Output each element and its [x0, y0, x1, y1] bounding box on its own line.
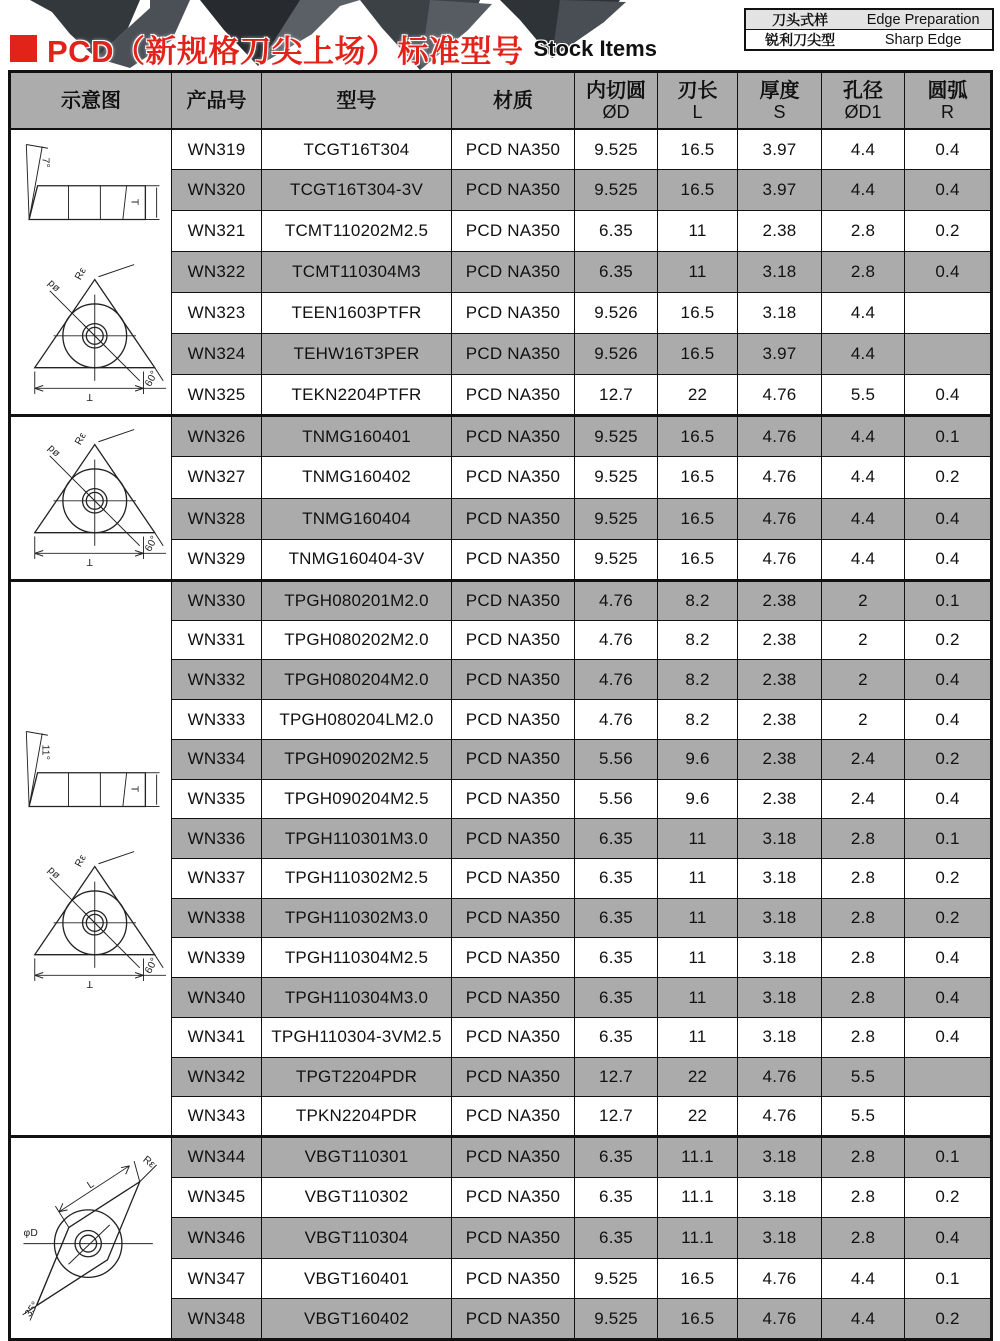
inscribed-circle-cell: 4.76	[575, 660, 658, 700]
thickness-cell: 2.38	[738, 211, 822, 252]
thickness-label: T	[128, 785, 140, 792]
inscribed-circle-cell: 9.525	[575, 1299, 658, 1340]
material-cell: PCD NA350	[452, 498, 575, 539]
corner-radius-cell: 0.4	[905, 700, 992, 740]
product-number-cell: WN321	[172, 211, 262, 252]
product-number-cell: WN334	[172, 739, 262, 779]
edge-length-cell: 16.5	[658, 539, 738, 580]
corner-radius-cell: 0.2	[905, 859, 992, 899]
edge-length-cell: 16.5	[658, 334, 738, 375]
material-cell: PCD NA350	[452, 620, 575, 660]
col-header-corner-radius: 圆弧 R	[905, 72, 992, 130]
material-cell: PCD NA350	[452, 334, 575, 375]
inscribed-circle-cell: 9.526	[575, 293, 658, 334]
length-label: L	[85, 1178, 97, 1192]
corner-radius-cell: 0.1	[905, 1137, 992, 1178]
product-number-cell: WN337	[172, 859, 262, 899]
inscribed-circle-cell: 5.56	[575, 779, 658, 819]
thickness-cell: 4.76	[738, 457, 822, 498]
corner-radius-cell: 0.2	[905, 620, 992, 660]
hole-diameter-cell: 2	[822, 660, 905, 700]
edge-length-cell: 11.1	[658, 1177, 738, 1218]
relief-angle-label: 11°	[39, 744, 51, 760]
relief-angle-label: 7°	[39, 157, 51, 168]
material-cell: PCD NA350	[452, 739, 575, 779]
corner-radius-cell	[905, 293, 992, 334]
corner-radius-cell	[905, 1057, 992, 1097]
thickness-cell: 3.18	[738, 1218, 822, 1259]
thickness-cell: 4.76	[738, 1299, 822, 1340]
product-number-cell: WN345	[172, 1177, 262, 1218]
edge-length-cell: 11.1	[658, 1218, 738, 1259]
hole-diameter-cell: 4.4	[822, 170, 905, 211]
material-cell: PCD NA350	[452, 457, 575, 498]
hole-diameter-cell: 5.5	[822, 1097, 905, 1137]
model-cell: TPGH080202M2.0	[262, 620, 452, 660]
inscribed-circle-cell: 9.525	[575, 129, 658, 170]
model-cell: TEEN1603PTFR	[262, 293, 452, 334]
hole-diameter-cell: 5.5	[822, 375, 905, 416]
triangle-insert-drawing	[16, 258, 166, 408]
inscribed-circle-cell: 9.525	[575, 1258, 658, 1299]
product-number-cell: WN336	[172, 819, 262, 859]
model-cell: TNMG160402	[262, 457, 452, 498]
inscribed-circle-cell: 6.35	[575, 1177, 658, 1218]
corner-radius-label: Rε	[73, 265, 89, 283]
inscribed-circle-cell: 12.7	[575, 1057, 658, 1097]
thickness-cell: 3.97	[738, 334, 822, 375]
edge-length-cell: 16.5	[658, 498, 738, 539]
table-row	[10, 129, 992, 170]
corner-radius-cell: 0.4	[905, 1017, 992, 1057]
hole-diameter-cell: 2	[822, 700, 905, 740]
material-cell: PCD NA350	[452, 211, 575, 252]
corner-radius-cell	[905, 1097, 992, 1137]
length-label: T	[86, 390, 93, 402]
col-header-inscribed-circle: 内切圆 ØD	[575, 72, 658, 130]
thickness-cell: 2.38	[738, 700, 822, 740]
product-number-cell: WN331	[172, 620, 262, 660]
edge-length-cell: 9.6	[658, 779, 738, 819]
inscribed-circle-cell: 5.56	[575, 739, 658, 779]
thickness-cell: 3.18	[738, 1177, 822, 1218]
inscribed-circle-cell: 9.525	[575, 170, 658, 211]
corner-radius-cell: 0.2	[905, 739, 992, 779]
hole-diameter-cell: 2.8	[822, 978, 905, 1018]
edge-length-cell: 16.5	[658, 416, 738, 457]
col-header-material: 材质	[452, 72, 575, 130]
product-number-cell: WN342	[172, 1057, 262, 1097]
thickness-cell: 4.76	[738, 416, 822, 457]
hole-diameter-cell: 5.5	[822, 1057, 905, 1097]
side-view-drawing	[16, 136, 166, 228]
corner-radius-cell: 0.4	[905, 170, 992, 211]
product-number-cell: WN320	[172, 170, 262, 211]
thickness-cell: 4.76	[738, 498, 822, 539]
product-number-cell: WN328	[172, 498, 262, 539]
col-header-schematic: 示意图	[10, 72, 172, 130]
hole-diameter-cell: 2.8	[822, 211, 905, 252]
length-label: T	[86, 555, 93, 567]
material-cell: PCD NA350	[452, 938, 575, 978]
page-subtitle: Stock Items	[533, 35, 657, 61]
corner-radius-cell: 0.1	[905, 819, 992, 859]
hole-diameter-cell: 2.8	[822, 1218, 905, 1259]
corner-radius-cell: 0.4	[905, 129, 992, 170]
thickness-cell: 3.18	[738, 898, 822, 938]
col-header-edge-length: 刃长 L	[658, 72, 738, 130]
inscribed-circle-cell: 6.35	[575, 1137, 658, 1178]
col-header-thickness: 厚度 S	[738, 72, 822, 130]
edge-length-cell: 11	[658, 859, 738, 899]
corner-radius-cell	[905, 334, 992, 375]
col-header-product: 产品号	[172, 72, 262, 130]
thickness-cell: 4.76	[738, 375, 822, 416]
schematic-drawing-cell	[10, 1137, 172, 1340]
thickness-cell: 3.97	[738, 170, 822, 211]
thickness-cell: 2.38	[738, 739, 822, 779]
model-cell: TPGH090204M2.5	[262, 779, 452, 819]
hole-diameter-cell: 2.8	[822, 819, 905, 859]
thickness-cell: 4.76	[738, 539, 822, 580]
edge-length-cell: 16.5	[658, 170, 738, 211]
thickness-cell: 3.18	[738, 938, 822, 978]
corner-angle-label: 60°	[143, 369, 161, 389]
inscribed-circle-cell: 6.35	[575, 252, 658, 293]
edge-length-cell: 11	[658, 211, 738, 252]
thickness-cell: 3.18	[738, 978, 822, 1018]
edge-prep-label-cn: 刀头式样	[772, 11, 829, 28]
model-cell: TCMT110202M2.5	[262, 211, 452, 252]
inscribed-circle-cell: 9.525	[575, 416, 658, 457]
hole-diameter-cell: 4.4	[822, 416, 905, 457]
material-cell: PCD NA350	[452, 1177, 575, 1218]
inscribed-circle-cell: 6.35	[575, 211, 658, 252]
sharp-edge-label-en: Sharp Edge	[884, 31, 962, 48]
edge-length-cell: 8.2	[658, 700, 738, 740]
product-number-cell: WN339	[172, 938, 262, 978]
edge-length-cell: 22	[658, 1097, 738, 1137]
thickness-cell: 4.76	[738, 1057, 822, 1097]
material-cell: PCD NA350	[452, 859, 575, 899]
material-cell: PCD NA350	[452, 779, 575, 819]
edge-length-cell: 16.5	[658, 129, 738, 170]
hole-diameter-cell: 4.4	[822, 498, 905, 539]
triangle-insert-drawing	[16, 423, 166, 573]
edge-length-cell: 11	[658, 819, 738, 859]
inscribed-circle-cell: 9.525	[575, 498, 658, 539]
product-number-cell: WN348	[172, 1299, 262, 1340]
edge-length-cell: 8.2	[658, 620, 738, 660]
corner-angle-label: 60°	[143, 534, 161, 554]
page-title: PCD（新规格刀尖上场）标准型号	[47, 34, 524, 69]
product-number-cell: WN346	[172, 1218, 262, 1259]
inscribed-circle-cell: 6.35	[575, 898, 658, 938]
thickness-cell: 2.38	[738, 779, 822, 819]
material-cell: PCD NA350	[452, 978, 575, 1018]
thickness-label: T	[128, 198, 140, 206]
schematic-drawing-cell	[10, 416, 172, 581]
hole-diameter-cell: 4.4	[822, 1299, 905, 1340]
corner-radius-cell: 0.2	[905, 457, 992, 498]
product-number-cell: WN325	[172, 375, 262, 416]
hole-diameter-cell: 2.8	[822, 252, 905, 293]
material-cell: PCD NA350	[452, 1017, 575, 1057]
inscribed-circle-cell: 9.525	[575, 457, 658, 498]
thickness-cell: 4.76	[738, 1097, 822, 1137]
product-number-cell: WN332	[172, 660, 262, 700]
product-number-cell: WN333	[172, 700, 262, 740]
corner-radius-label: Rε	[73, 852, 89, 869]
product-number-cell: WN341	[172, 1017, 262, 1057]
page-header	[10, 26, 657, 71]
hole-diameter-label: ød	[45, 864, 63, 881]
sharp-edge-row	[746, 30, 992, 49]
product-number-cell: WN338	[172, 898, 262, 938]
product-number-cell: WN327	[172, 457, 262, 498]
inscribed-circle-cell: 6.35	[575, 819, 658, 859]
corner-radius-cell: 0.4	[905, 978, 992, 1018]
hole-diameter-cell: 4.4	[822, 1258, 905, 1299]
corner-radius-cell: 0.2	[905, 1177, 992, 1218]
schematic-drawing-cell	[10, 129, 172, 416]
hole-diameter-cell: 2.8	[822, 1137, 905, 1178]
model-cell: TPGH080204LM2.0	[262, 700, 452, 740]
corner-radius-cell: 0.4	[905, 1218, 992, 1259]
edge-length-cell: 11	[658, 252, 738, 293]
thickness-cell: 2.38	[738, 660, 822, 700]
inscribed-circle-cell: 6.35	[575, 859, 658, 899]
corner-radius-cell: 0.1	[905, 581, 992, 621]
thickness-cell: 2.38	[738, 581, 822, 621]
edge-length-cell: 11	[658, 938, 738, 978]
model-cell: VBGT110301	[262, 1137, 452, 1178]
corner-radius-cell: 0.2	[905, 211, 992, 252]
table-row	[10, 581, 992, 621]
hole-diameter-cell: 2.4	[822, 739, 905, 779]
hole-diameter-cell: 4.4	[822, 457, 905, 498]
edge-length-cell: 11	[658, 1017, 738, 1057]
inscribed-circle-cell: 9.525	[575, 539, 658, 580]
model-cell: TCGT16T304-3V	[262, 170, 452, 211]
table-row	[10, 1137, 992, 1178]
model-cell: TPGH090202M2.5	[262, 739, 452, 779]
edge-length-cell: 11	[658, 978, 738, 1018]
material-cell: PCD NA350	[452, 1299, 575, 1340]
corner-radius-cell: 0.2	[905, 898, 992, 938]
edge-length-cell: 16.5	[658, 457, 738, 498]
inscribed-circle-cell: 4.76	[575, 700, 658, 740]
product-number-cell: WN324	[172, 334, 262, 375]
model-cell: TCMT110304M3	[262, 252, 452, 293]
edge-length-cell: 8.2	[658, 581, 738, 621]
edge-prep-label-en: Edge Preparation	[866, 11, 980, 28]
hole-diameter-label: φD	[23, 1228, 38, 1240]
material-cell: PCD NA350	[452, 170, 575, 211]
edge-prep-row	[746, 10, 992, 30]
model-cell: TPGT2204PDR	[262, 1057, 452, 1097]
product-number-cell: WN335	[172, 779, 262, 819]
material-cell: PCD NA350	[452, 1137, 575, 1178]
corner-radius-cell: 0.1	[905, 1258, 992, 1299]
material-cell: PCD NA350	[452, 700, 575, 740]
material-cell: PCD NA350	[452, 898, 575, 938]
corner-radius-cell: 0.4	[905, 779, 992, 819]
material-cell: PCD NA350	[452, 252, 575, 293]
thickness-cell: 4.76	[738, 1258, 822, 1299]
hole-diameter-cell: 2.4	[822, 779, 905, 819]
inscribed-circle-cell: 12.7	[575, 1097, 658, 1137]
corner-radius-label: Rε	[73, 430, 89, 448]
material-cell: PCD NA350	[452, 1097, 575, 1137]
corner-radius-cell: 0.4	[905, 498, 992, 539]
hole-diameter-cell: 4.4	[822, 539, 905, 580]
model-cell: TPGH110304M2.5	[262, 938, 452, 978]
inscribed-circle-cell: 6.35	[575, 1218, 658, 1259]
red-square-bullet	[10, 35, 37, 62]
model-cell: TPGH110301M3.0	[262, 819, 452, 859]
hole-diameter-cell: 4.4	[822, 334, 905, 375]
thickness-cell: 3.18	[738, 293, 822, 334]
product-number-cell: WN347	[172, 1258, 262, 1299]
inscribed-circle-cell: 12.7	[575, 375, 658, 416]
model-cell: TNMG160404-3V	[262, 539, 452, 580]
edge-length-cell: 9.6	[658, 739, 738, 779]
table-row	[10, 416, 992, 457]
product-number-cell: WN323	[172, 293, 262, 334]
material-cell: PCD NA350	[452, 293, 575, 334]
material-cell: PCD NA350	[452, 1258, 575, 1299]
inscribed-circle-cell: 6.35	[575, 938, 658, 978]
material-cell: PCD NA350	[452, 129, 575, 170]
thickness-cell: 3.18	[738, 1017, 822, 1057]
corner-radius-cell: 0.4	[905, 938, 992, 978]
hole-diameter-label: ød	[45, 277, 63, 295]
corner-radius-cell: 0.4	[905, 660, 992, 700]
stock-items-table	[8, 70, 993, 1341]
edge-length-cell: 22	[658, 375, 738, 416]
material-cell: PCD NA350	[452, 1057, 575, 1097]
model-cell: TPGH080201M2.0	[262, 581, 452, 621]
hole-diameter-cell: 2.8	[822, 1017, 905, 1057]
edge-length-cell: 11	[658, 898, 738, 938]
material-cell: PCD NA350	[452, 660, 575, 700]
model-cell: VBGT160402	[262, 1299, 452, 1340]
model-cell: TCGT16T304	[262, 129, 452, 170]
edge-length-cell: 8.2	[658, 660, 738, 700]
product-number-cell: WN329	[172, 539, 262, 580]
thickness-cell: 3.18	[738, 859, 822, 899]
hole-diameter-cell: 4.4	[822, 129, 905, 170]
material-cell: PCD NA350	[452, 581, 575, 621]
thickness-cell: 3.97	[738, 129, 822, 170]
side-view-drawing	[16, 723, 166, 815]
material-cell: PCD NA350	[452, 819, 575, 859]
edge-length-cell: 11.1	[658, 1137, 738, 1178]
model-cell: TPGH110304-3VM2.5	[262, 1017, 452, 1057]
corner-angle-label: 35°	[23, 1299, 42, 1320]
model-cell: TNMG160404	[262, 498, 452, 539]
model-cell: TPGH110302M2.5	[262, 859, 452, 899]
hole-diameter-label: ød	[45, 442, 63, 460]
col-header-model: 型号	[262, 72, 452, 130]
material-cell: PCD NA350	[452, 416, 575, 457]
hole-diameter-cell: 2.8	[822, 859, 905, 899]
corner-radius-cell: 0.4	[905, 539, 992, 580]
model-cell: TPGH110304M3.0	[262, 978, 452, 1018]
hole-diameter-cell: 2	[822, 620, 905, 660]
header-row	[10, 72, 992, 130]
length-label: T	[86, 977, 93, 989]
thickness-cell: 3.18	[738, 252, 822, 293]
product-number-cell: WN326	[172, 416, 262, 457]
inscribed-circle-cell: 6.35	[575, 1017, 658, 1057]
sharp-edge-label-cn: 锐利刀尖型	[765, 31, 836, 48]
model-cell: TEKN2204PTFR	[262, 375, 452, 416]
triangle-insert-drawing	[16, 845, 166, 995]
product-number-cell: WN343	[172, 1097, 262, 1137]
thickness-cell: 3.18	[738, 1137, 822, 1178]
model-cell: TPKN2204PDR	[262, 1097, 452, 1137]
corner-radius-cell: 0.4	[905, 375, 992, 416]
col-header-hole-diameter: 孔径 ØD1	[822, 72, 905, 130]
corner-radius-cell: 0.4	[905, 252, 992, 293]
inscribed-circle-cell: 9.526	[575, 334, 658, 375]
model-cell: TPGH110302M3.0	[262, 898, 452, 938]
product-number-cell: WN322	[172, 252, 262, 293]
product-number-cell: WN340	[172, 978, 262, 1018]
material-cell: PCD NA350	[452, 375, 575, 416]
inscribed-circle-cell: 6.35	[575, 978, 658, 1018]
hole-diameter-cell: 2	[822, 581, 905, 621]
edge-preparation-box	[744, 8, 994, 51]
product-number-cell: WN344	[172, 1137, 262, 1178]
schematic-drawing-cell	[10, 581, 172, 1137]
edge-length-cell: 16.5	[658, 1299, 738, 1340]
inscribed-circle-cell: 4.76	[575, 581, 658, 621]
hole-diameter-cell: 2.8	[822, 1177, 905, 1218]
model-cell: VBGT160401	[262, 1258, 452, 1299]
corner-radius-cell: 0.1	[905, 416, 992, 457]
diamond-insert-drawing	[16, 1144, 166, 1332]
product-number-cell: WN330	[172, 581, 262, 621]
model-cell: TNMG160401	[262, 416, 452, 457]
hole-diameter-cell: 2.8	[822, 898, 905, 938]
model-cell: TPGH080204M2.0	[262, 660, 452, 700]
hole-diameter-cell: 4.4	[822, 293, 905, 334]
corner-radius-label: Rε	[140, 1154, 158, 1171]
model-cell: VBGT110302	[262, 1177, 452, 1218]
model-cell: TEHW16T3PER	[262, 334, 452, 375]
corner-angle-label: 60°	[143, 955, 161, 976]
material-cell: PCD NA350	[452, 539, 575, 580]
material-cell: PCD NA350	[452, 1218, 575, 1259]
corner-radius-cell: 0.2	[905, 1299, 992, 1340]
edge-length-cell: 16.5	[658, 293, 738, 334]
hole-diameter-cell: 2.8	[822, 938, 905, 978]
edge-length-cell: 22	[658, 1057, 738, 1097]
product-number-cell: WN319	[172, 129, 262, 170]
inscribed-circle-cell: 4.76	[575, 620, 658, 660]
edge-length-cell: 16.5	[658, 1258, 738, 1299]
model-cell: VBGT110304	[262, 1218, 452, 1259]
thickness-cell: 2.38	[738, 620, 822, 660]
thickness-cell: 3.18	[738, 819, 822, 859]
